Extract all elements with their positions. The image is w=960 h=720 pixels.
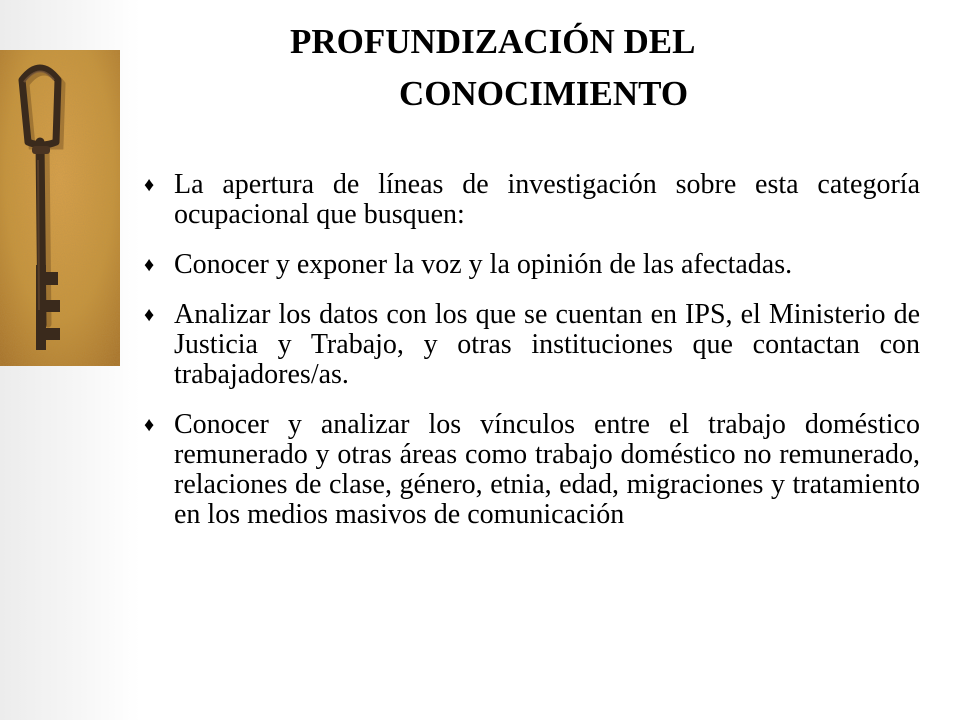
bullet-item — [140, 250, 920, 280]
title-line-1: PROFUNDIZACIÓN DEL — [290, 22, 696, 61]
diamond-bullet-icon: ♦ — [144, 174, 155, 196]
bullet-item — [140, 410, 920, 530]
bullet-item — [140, 170, 920, 230]
bullet-text: Conocer y exponer la voz y la opinión de las afectadas. — [174, 249, 793, 280]
title-line-2: CONOCIMIENTO — [399, 74, 689, 113]
diamond-bullet-icon: ♦ — [144, 254, 155, 276]
bullet-item — [140, 300, 920, 390]
bullet-text: La apertura de líneas de investigación sobre esta categoría ocupacional que busquen: — [174, 169, 920, 230]
slide-title — [240, 16, 860, 120]
bullet-list — [140, 170, 920, 550]
key-icon — [0, 50, 120, 366]
diamond-bullet-icon: ♦ — [144, 414, 155, 436]
diamond-bullet-icon: ♦ — [144, 304, 155, 326]
bullet-text: Analizar los datos con los que se cuentan en IPS, el Ministerio de Justicia y Trabajo, y otras instituciones que contactan con trabajadores/as. — [174, 299, 920, 390]
bullet-text: Conocer y analizar los vínculos entre el trabajo doméstico remunerado y otras áreas como trabajo doméstico no remunerado, relaciones de clase, género, etnia, edad, migraciones y tratamiento en los medios masivos de comunicación — [174, 409, 920, 530]
key-photo — [0, 50, 120, 366]
